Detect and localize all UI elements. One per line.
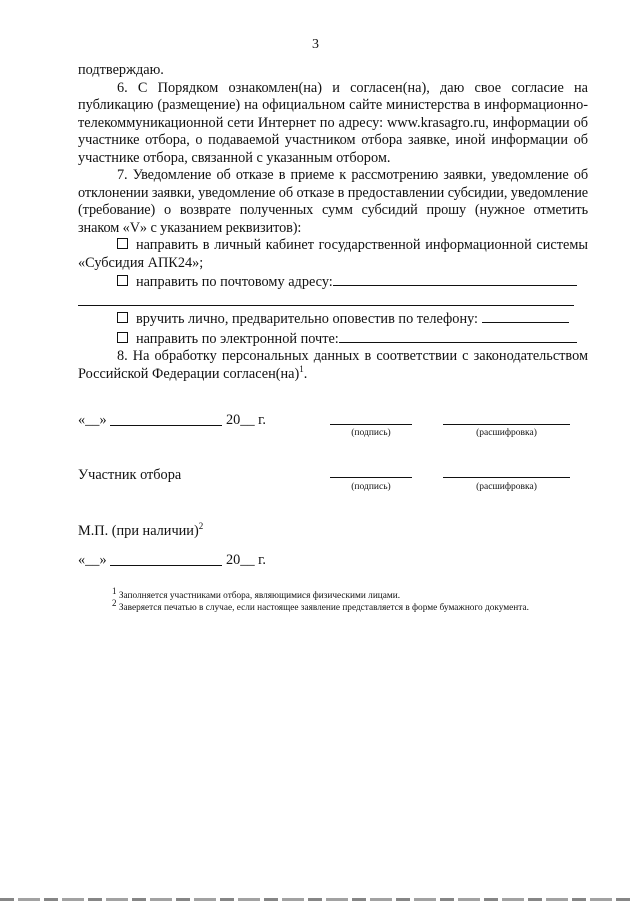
checkbox-cabinet[interactable] bbox=[117, 238, 128, 249]
footnote-2: $^2$ Заверяется печатью в случае, если настоящее заявление представляется в форме бумажного документа. bbox=[112, 597, 529, 613]
option-personal-label: вручить лично, предварительно оповестив по телефону: bbox=[136, 311, 479, 327]
date-year-2: 20__ г. bbox=[226, 552, 266, 568]
signature-caption-1: (подпись) bbox=[351, 428, 391, 438]
option-cabinet bbox=[78, 237, 588, 272]
checkbox-post[interactable] bbox=[117, 275, 128, 286]
decode-caption-1: (расшифровка) bbox=[476, 428, 537, 438]
signature-caption-2: (подпись) bbox=[351, 482, 391, 492]
signature-line-2[interactable] bbox=[330, 477, 412, 478]
footnote-ref-1: 1 bbox=[299, 363, 304, 374]
page-number: 3 bbox=[312, 37, 319, 52]
participant-label: Участник отбора bbox=[78, 467, 182, 483]
date-day-2: «__» bbox=[78, 552, 107, 568]
paragraph-6: 6. С Порядком ознакомлен(на) и согласен(на), даю свое согласие на публикацию (размещение) на официальном сайте министерства в информационно-телекоммуникационной сети Интернет по адресу: www.krasagro.ru, информации об участнике отбора, о подаваемой участником отбора заявке, иной информации об участнике отбора, связанной с указанным отбором. bbox=[78, 79, 588, 166]
paragraph-7: 7. Уведомление об отказе в приеме к рассмотрению заявки, уведомление об отклонении заявки, уведомление об отказе в предоставлении субсидии, уведомление (требование) о возврате полученных сумм субсидий прошу (нужное отметить знаком «V» с указанием реквизитов): bbox=[78, 167, 588, 236]
date-month-line-1[interactable] bbox=[110, 425, 222, 426]
option-post-label: направить по почтовому адресу: bbox=[136, 274, 333, 290]
post-address-field[interactable] bbox=[333, 272, 577, 286]
decode-line-1[interactable] bbox=[443, 424, 570, 425]
option-cabinet-label: направить в личный кабинет государственной информационной системы «Субсидия АПК24»; bbox=[78, 237, 588, 271]
decode-line-2[interactable] bbox=[443, 477, 570, 478]
stamp-label: М.П. (при наличии)$^2$ bbox=[78, 521, 204, 539]
email-field[interactable] bbox=[339, 329, 577, 343]
post-address-field-2[interactable] bbox=[78, 292, 574, 306]
date-day-1: «__» bbox=[78, 412, 107, 428]
footnotes bbox=[78, 585, 588, 614]
checkbox-email[interactable] bbox=[117, 332, 128, 343]
footnote-ref-2: 2 bbox=[198, 521, 204, 532]
footnote-1: $^1$ Заполняется участниками отбора, являющимися физическими лицами. bbox=[112, 585, 401, 601]
option-personal bbox=[117, 309, 588, 329]
scan-edge bbox=[0, 898, 631, 901]
paragraph-8: 8. На обработку персональных данных в соответствии с законодательством Российской Федерации согласен(на)$^1$. bbox=[78, 348, 588, 382]
post-address-line2 bbox=[78, 292, 588, 310]
document-body bbox=[78, 62, 588, 383]
decode-caption-2: (расшифровка) bbox=[476, 482, 537, 492]
checkbox-personal[interactable] bbox=[117, 312, 128, 323]
option-email-label: направить по электронной почте: bbox=[136, 330, 339, 347]
signature-line-1[interactable] bbox=[330, 424, 412, 425]
confirm-line: подтверждаю. bbox=[78, 62, 164, 78]
paragraph-8-text: 8. На обработку персональных данных в соответствии с законодательством Российской Федерации согласен(на) bbox=[78, 348, 588, 382]
date-year-1: 20__ г. bbox=[226, 412, 266, 428]
option-post bbox=[117, 272, 588, 292]
phone-field[interactable] bbox=[482, 309, 569, 323]
option-email bbox=[117, 329, 588, 349]
date-month-line-2[interactable] bbox=[110, 565, 222, 566]
